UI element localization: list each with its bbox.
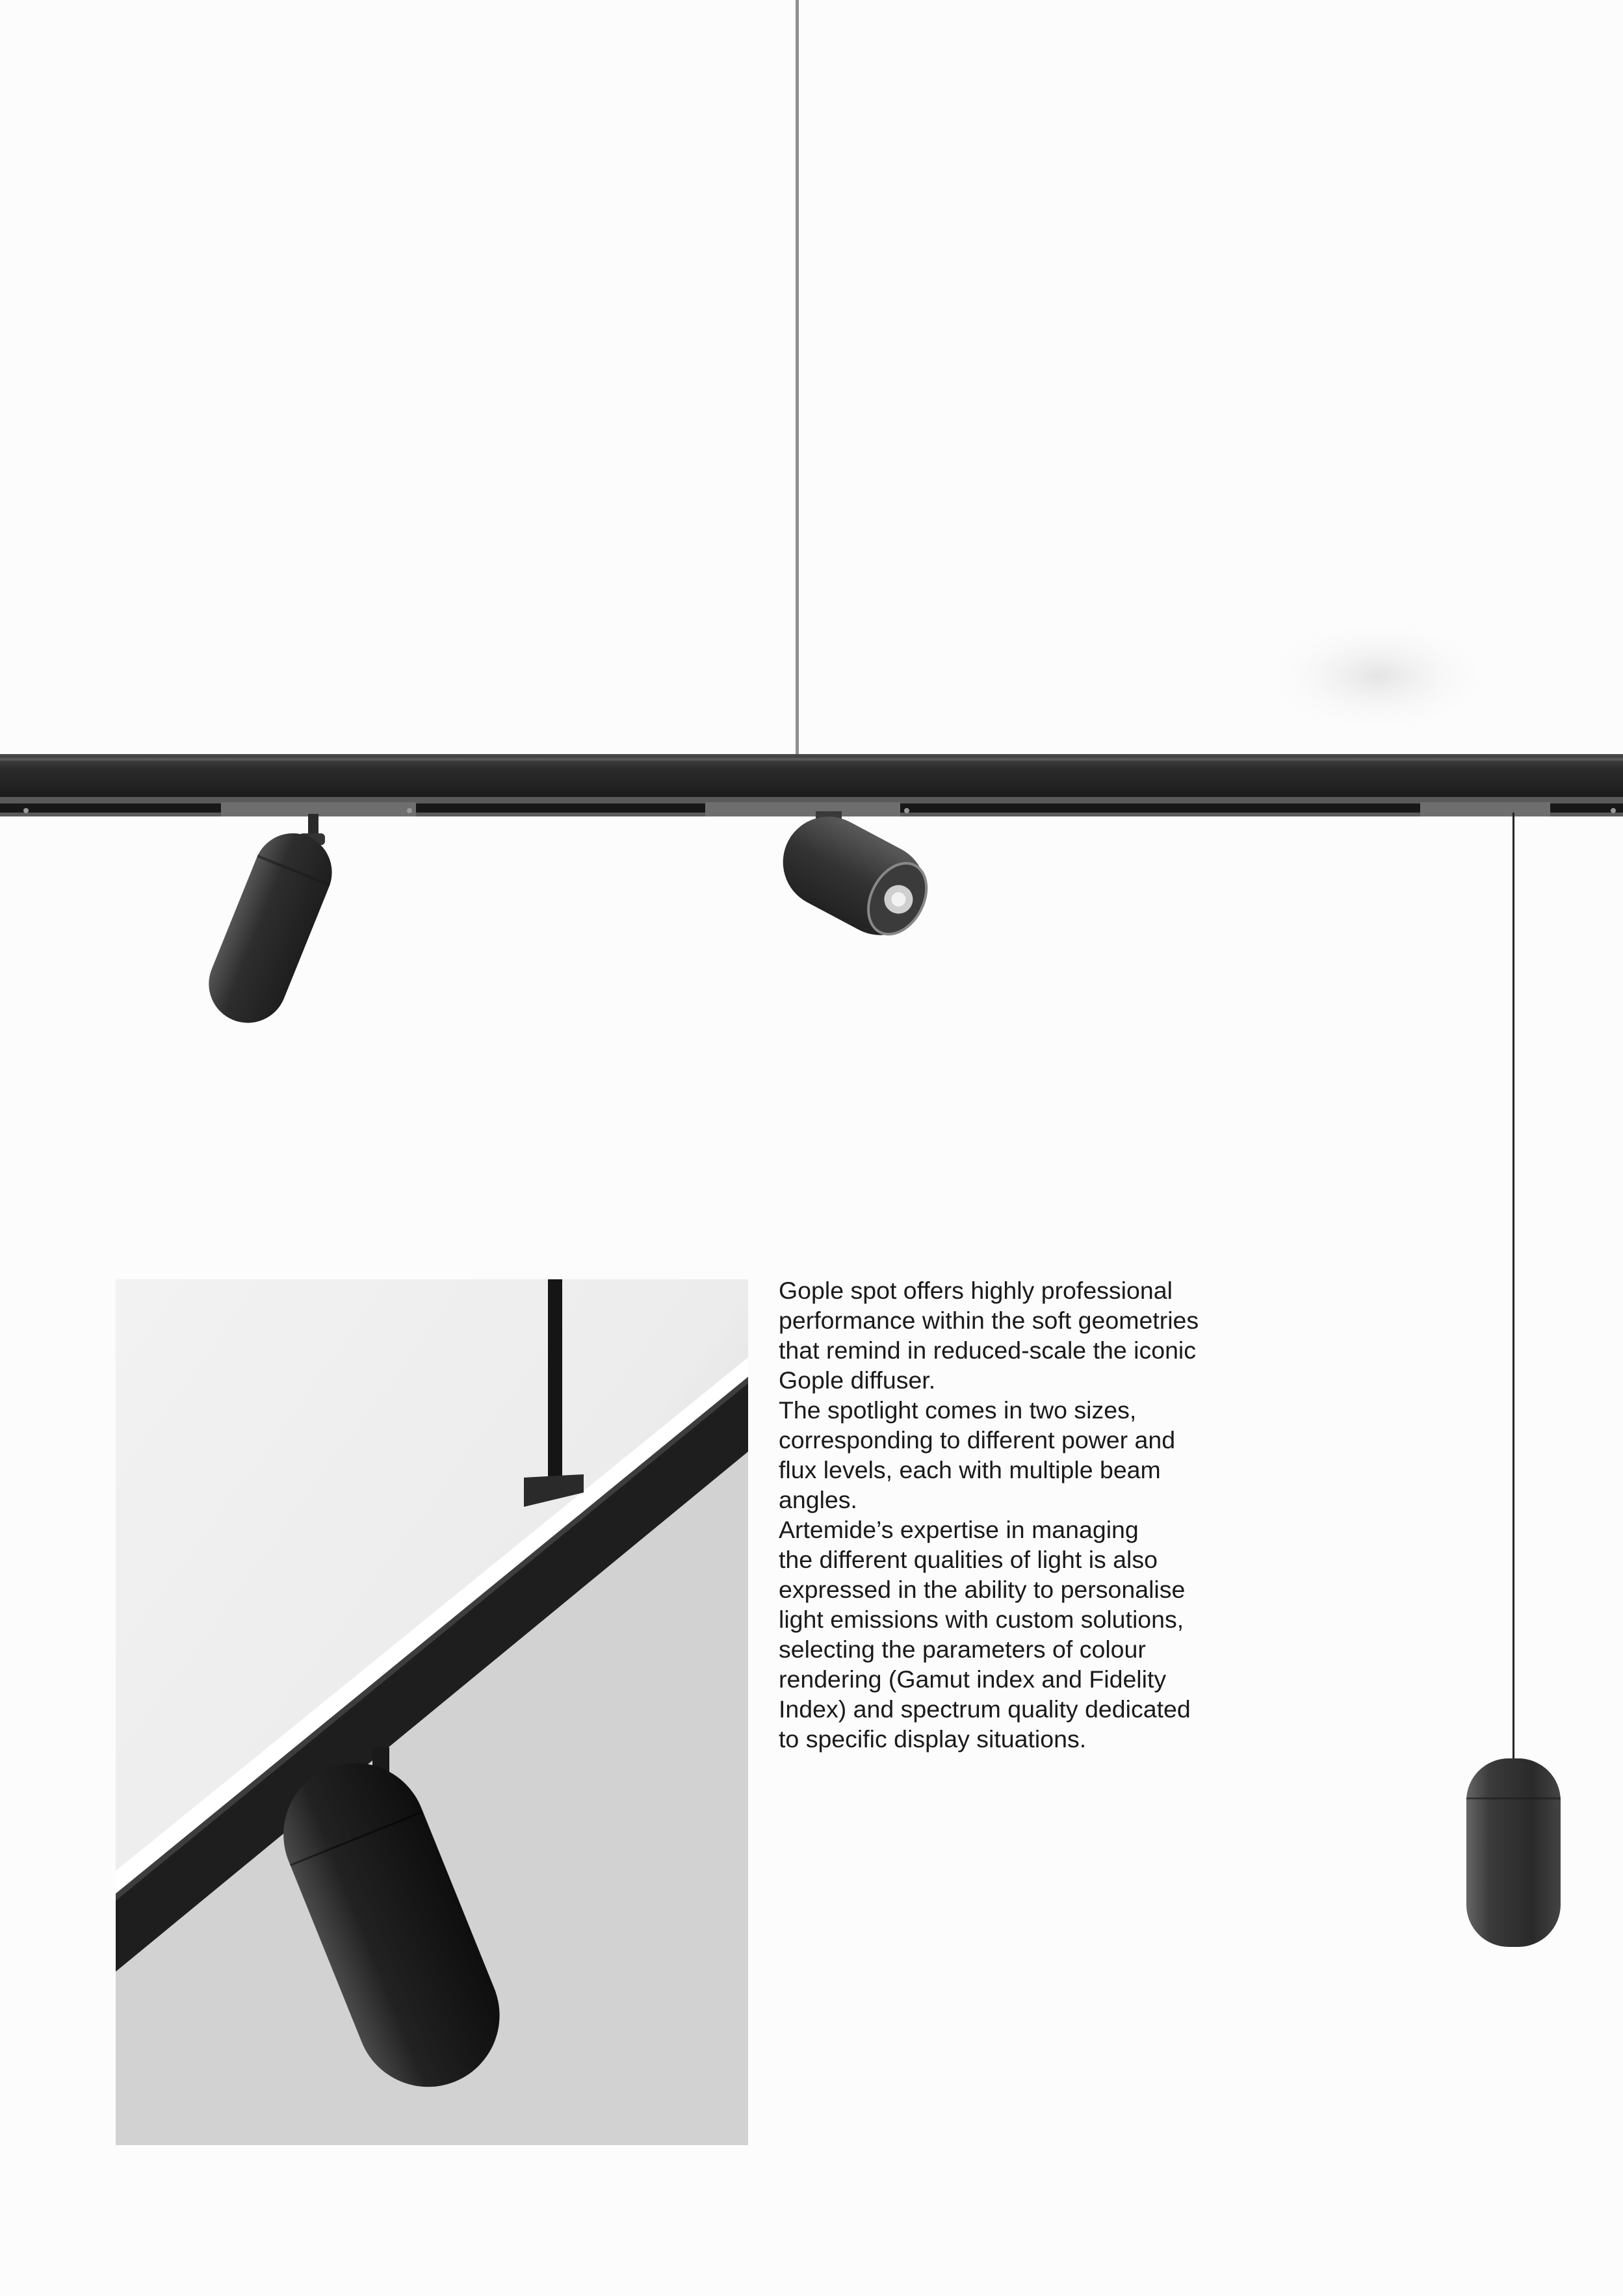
- description-line: selecting the parameters of colour: [779, 1636, 1146, 1663]
- description-line: The spotlight comes in two sizes,: [779, 1396, 1137, 1424]
- pendant-cable: [1513, 813, 1514, 1765]
- description-line: light emissions with custom solutions,: [779, 1606, 1184, 1633]
- spotlight-left: [197, 814, 344, 1035]
- pendant-spotlight: [1466, 1758, 1561, 1947]
- description-line: to specific display situations.: [779, 1725, 1087, 1753]
- ceiling-glow: [1261, 618, 1495, 735]
- description-line: Gople spot offers highly professional: [779, 1277, 1173, 1304]
- inset-detail-photo: [116, 1279, 748, 2145]
- description-line: rendering (Gamut index and Fidelity: [779, 1665, 1167, 1693]
- inset-rod: [548, 1279, 562, 1487]
- description-line: the different qualities of light is also: [779, 1546, 1158, 1573]
- suspension-wire: [796, 0, 799, 764]
- product-description: [779, 1275, 1273, 1754]
- description-line: corresponding to different power and: [779, 1426, 1176, 1454]
- pendant-spot-photo: [1397, 813, 1623, 1983]
- description-line: flux levels, each with multiple beam: [779, 1456, 1161, 1483]
- spotlight-center: [767, 801, 942, 952]
- description-line: performance within the soft geometries: [779, 1307, 1199, 1334]
- description-line: Gople diffuser.: [779, 1366, 936, 1394]
- description-line: expressed in the ability to personalise: [779, 1576, 1186, 1603]
- description-line: angles.: [779, 1486, 857, 1513]
- description-line: Index) and spectrum quality dedicated: [779, 1695, 1191, 1723]
- description-line: that remind in reduced-scale the iconic: [779, 1337, 1197, 1364]
- description-line: Artemide’s expertise in managing: [779, 1516, 1139, 1543]
